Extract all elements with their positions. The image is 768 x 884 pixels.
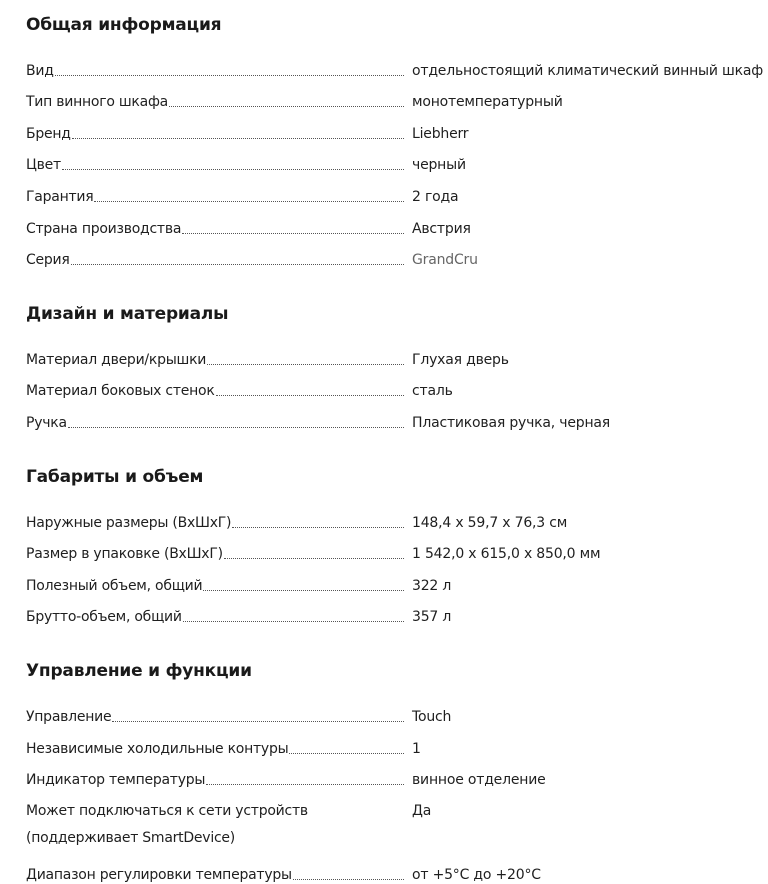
dotted-leader bbox=[68, 426, 404, 428]
spec-value: монотемпературный bbox=[412, 94, 563, 111]
spec-row bbox=[26, 500, 768, 532]
dotted-leader bbox=[72, 137, 404, 139]
section-design-materials bbox=[26, 289, 768, 432]
spec-label: Наружные размеры (ВхШхГ) bbox=[26, 514, 232, 531]
dotted-leader bbox=[289, 752, 404, 754]
dotted-leader bbox=[55, 74, 404, 76]
spec-label: Гарантия bbox=[26, 188, 94, 205]
spec-value: Глухая дверь bbox=[412, 351, 509, 368]
spec-value: Да bbox=[412, 803, 432, 820]
section-control-functions bbox=[26, 646, 768, 883]
spec-label: Материал боковых стенок bbox=[26, 383, 215, 400]
dotted-leader bbox=[216, 394, 404, 396]
spec-label: Материал двери/крышки bbox=[26, 351, 207, 368]
dotted-leader bbox=[207, 363, 404, 365]
spec-label: Размер в упаковке (ВхШхГ) bbox=[26, 546, 223, 563]
spec-row bbox=[26, 369, 768, 401]
spec-value: винное отделение bbox=[412, 772, 546, 789]
spec-label: Диапазон регулировки температуры bbox=[26, 866, 292, 883]
dotted-leader bbox=[112, 720, 404, 722]
spec-value: от +5°C до +20°C bbox=[412, 866, 541, 883]
spec-value: 322 л bbox=[412, 577, 452, 594]
spec-row bbox=[26, 174, 768, 206]
spec-row bbox=[26, 337, 768, 369]
spec-label: Бренд bbox=[26, 125, 71, 142]
spec-value: сталь bbox=[412, 383, 453, 400]
section-general-info bbox=[26, 0, 768, 269]
spec-row bbox=[26, 852, 768, 884]
spec-value: Австрия bbox=[412, 220, 471, 237]
dotted-leader bbox=[232, 526, 404, 528]
spec-row bbox=[26, 80, 768, 112]
spec-label: Серия bbox=[26, 252, 70, 269]
spec-row bbox=[26, 532, 768, 564]
spec-value: черный bbox=[412, 157, 466, 174]
section-title: Габариты и объем bbox=[26, 466, 204, 487]
spec-label: Вид bbox=[26, 62, 54, 79]
spec-label-note: (поддерживает SmartDevice) bbox=[26, 830, 235, 847]
spec-row bbox=[26, 238, 768, 270]
dotted-leader bbox=[203, 589, 404, 591]
spec-row bbox=[26, 206, 768, 238]
dotted-leader bbox=[182, 232, 404, 234]
spec-row bbox=[26, 111, 768, 143]
spec-row bbox=[26, 694, 768, 726]
spec-value: Liebherr bbox=[412, 125, 469, 142]
dotted-leader bbox=[169, 105, 404, 107]
spec-label: Независимые холодильные контуры bbox=[26, 740, 289, 757]
spec-row bbox=[26, 789, 768, 852]
spec-row bbox=[26, 143, 768, 175]
spec-row bbox=[26, 758, 768, 790]
spec-label: Ручка bbox=[26, 414, 67, 431]
spec-label: Полезный объем, общий bbox=[26, 577, 203, 594]
dotted-leader bbox=[293, 878, 404, 880]
dotted-leader bbox=[71, 263, 404, 265]
spec-row bbox=[26, 400, 768, 432]
dotted-leader bbox=[224, 557, 404, 559]
dotted-leader bbox=[206, 783, 404, 785]
spec-value: 357 л bbox=[412, 609, 452, 626]
spec-label: Управление bbox=[26, 708, 112, 725]
spec-value: 1 bbox=[412, 740, 421, 757]
series-link[interactable]: GrandCru bbox=[412, 252, 478, 269]
section-title: Общая информация bbox=[26, 15, 222, 35]
spec-label: Цвет bbox=[26, 157, 61, 174]
spec-value: Touch bbox=[412, 708, 452, 725]
spec-row bbox=[26, 563, 768, 595]
spec-label: Индикатор температуры bbox=[26, 772, 206, 789]
spec-value: 148,4 x 59,7 x 76,3 см bbox=[412, 514, 568, 531]
dotted-leader bbox=[62, 168, 404, 170]
dotted-leader bbox=[183, 620, 404, 622]
spec-value: отдельностоящий климатический винный шкаф bbox=[412, 62, 764, 79]
spec-value: 1 542,0 x 615,0 x 850,0 мм bbox=[412, 546, 601, 563]
spec-row bbox=[26, 48, 768, 80]
spec-label: Тип винного шкафа bbox=[26, 94, 168, 111]
dotted-leader bbox=[94, 200, 404, 202]
spec-row bbox=[26, 726, 768, 758]
section-title: Управление и функции bbox=[26, 661, 252, 682]
spec-label: Может подключаться к сети устройств bbox=[26, 803, 308, 820]
spec-label: Страна производства bbox=[26, 220, 182, 237]
spec-row bbox=[26, 595, 768, 627]
section-title: Дизайн и материалы bbox=[26, 304, 229, 325]
spec-value: Пластиковая ручка, черная bbox=[412, 414, 611, 431]
spec-label: Брутто-объем, общий bbox=[26, 609, 182, 626]
section-dimensions-volume bbox=[26, 452, 768, 626]
spec-value: 2 года bbox=[412, 188, 459, 205]
